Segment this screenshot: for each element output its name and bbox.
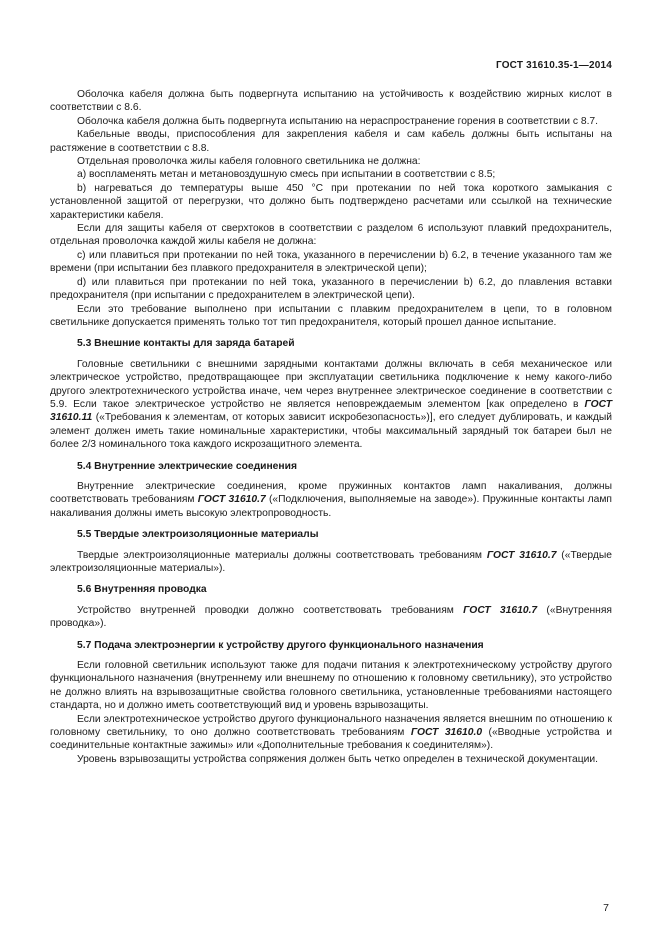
paragraph (50, 222, 612, 249)
heading (50, 639, 612, 652)
heading (50, 528, 612, 541)
text-run: Кабельные вводы, приспособления для закрепления кабеля и сам кабель должны быть испытаны на растяжение в соответствии с 8.8. (50, 129, 612, 154)
text-run: d) или плавиться при протекании по ней тока, указанного в перечислении b) 6.2, до плавления вставки предохранителя (при испытании с предохранителем в электрической цепи). (50, 276, 612, 302)
list-item (50, 276, 612, 303)
paragraph (50, 480, 612, 520)
standard-reference: ГОСТ 31610.7 (463, 604, 538, 616)
text-run: Отдельная проволочка жилы кабеля головного светильника не должна: (77, 156, 421, 168)
standard-reference: ГОСТ 31610.11 (50, 398, 612, 424)
text-run: Устройство внутренней проводки должно соответствовать требованиям (77, 604, 464, 616)
text-run: Твердые электроизоляционные материалы должны соответствовать требованиям (77, 549, 487, 561)
list-item (50, 168, 612, 181)
paragraph (50, 303, 612, 330)
paragraph (50, 549, 612, 576)
text-run: c) или плавиться при протекании по ней тока, указанного в перечислении b) 6.2, в течение указанного там же времени (при испытании без плавкого предохранителя в электрической цепи); (50, 249, 612, 275)
standard-reference: ГОСТ 31610.0 (410, 727, 483, 739)
paragraph (50, 155, 612, 168)
text-run: Если электротехническое устройство другого функционального назначения является внешним по отношению к головному светильнику, то оно должно соответствовать требованиям (50, 713, 612, 739)
paragraph (50, 358, 612, 452)
text-run: Уровень взрывозащиты устройства сопряжения должен быть четко определен в технической документации. (77, 753, 598, 765)
document-body (50, 88, 612, 766)
text-run: («Подключения, выполняемые на заводе»). Пружинные контакты ламп накаливания должны иметь высокую электропроводность. (50, 494, 612, 519)
text-run: 5.4 Внутренние электрические соединения (77, 460, 297, 472)
paragraph (50, 604, 612, 631)
heading (50, 337, 612, 350)
text-run: a) воспламенять метан и метановоздушную смесь при испытании в соответствии с 8.5; (77, 169, 496, 181)
text-run: Головные светильники с внешними зарядными контактами должны включать в себя механическое или электрическое устройство, предотвращающее при эксплуатации светильника подключение к нему какого-либо другого электротехнического устройства иначе, чем через внутреннее электрическое соединение в соответствии с 5.9. Если такое электрическое устройство не является неповреждаемым элементом [как определено в (50, 358, 612, 410)
page-number: 7 (603, 902, 609, 914)
text-run: 5.3 Внешние контакты для заряда батарей (77, 338, 295, 350)
text-run: («Требования к элементам, от которых зависит искробезопасность»)], его следует дублировать, и каждый элемент должен иметь такие номинальные характеристики, чтобы максимальный зарядный ток батареи был не более 2/3 номинального тока каждого искрозащитного элемента. (50, 412, 612, 451)
text-run: Оболочка кабеля должна быть подвергнута испытанию на нераспространение горения в соответствии с 8.7. (77, 115, 599, 127)
list-item (50, 182, 612, 222)
heading (50, 583, 612, 596)
paragraph (50, 115, 612, 128)
text-run: 5.6 Внутренняя проводка (77, 584, 207, 596)
text-run: («Вводные устройства и соединительные контактные зажимы» или «Дополнительные требования к соединителям»). (50, 727, 612, 752)
heading (50, 460, 612, 473)
list-item (50, 249, 612, 276)
text-run: Внутренние электрические соединения, кроме пружинных контактов ламп накаливания, должны соответствовать требованиям (50, 480, 612, 506)
text-run: («Внутренняя проводка»). (50, 604, 612, 630)
text-run: 5.7 Подача электроэнергии к устройству другого функционального назначения (77, 639, 484, 651)
paragraph (50, 128, 612, 155)
text-run: Если головной светильник используют также для подачи питания к электротехническому устройству другого функционального назначения (внутреннему или внешнему по отношению к головному светильнику), это устройство не должно влиять на взрывозащитные свойства головного светильника, установленные требованиями настоящего стандарта, но и должно иметь соответствующий вид и уровень взрывозащиты. (50, 660, 612, 712)
paragraph (50, 713, 612, 753)
paragraph (50, 659, 612, 713)
standard-reference: ГОСТ 31610.7 (197, 494, 266, 506)
standard-reference: ГОСТ 31610.7 (486, 549, 557, 561)
text-run: Оболочка кабеля должна быть подвергнута испытанию на устойчивость к воздействию жирных кислот в соответствии с 8.6. (50, 89, 612, 114)
text-run: («Твердые электроизоляционные материалы»). (50, 549, 613, 574)
paragraph (50, 753, 612, 766)
text-run: Если для защиты кабеля от сверхтоков в соответствии с разделом 6 используют плавкий предохранитель, отдельная проволочка каждой жилы кабеля не должна: (50, 223, 612, 248)
paragraph (50, 88, 612, 115)
text-run: b) нагреваться до температуры выше 450 °С при протекании по ней тока короткого замыкания с установленной защитой от перегрузки, что должно быть подтверждено расчетами или ссылкой на технические характеристики кабеля. (50, 182, 612, 221)
document-header-standard-number: ГОСТ 31610.35-1—2014 (495, 60, 612, 71)
text-run: 5.5 Твердые электроизоляционные материалы (77, 529, 319, 541)
text-run: Если это требование выполнено при испытании с плавким предохранителем в цепи, то в головном светильнике допускается применять только тот тип предохранителя, который прошел данное испытание. (50, 303, 612, 328)
